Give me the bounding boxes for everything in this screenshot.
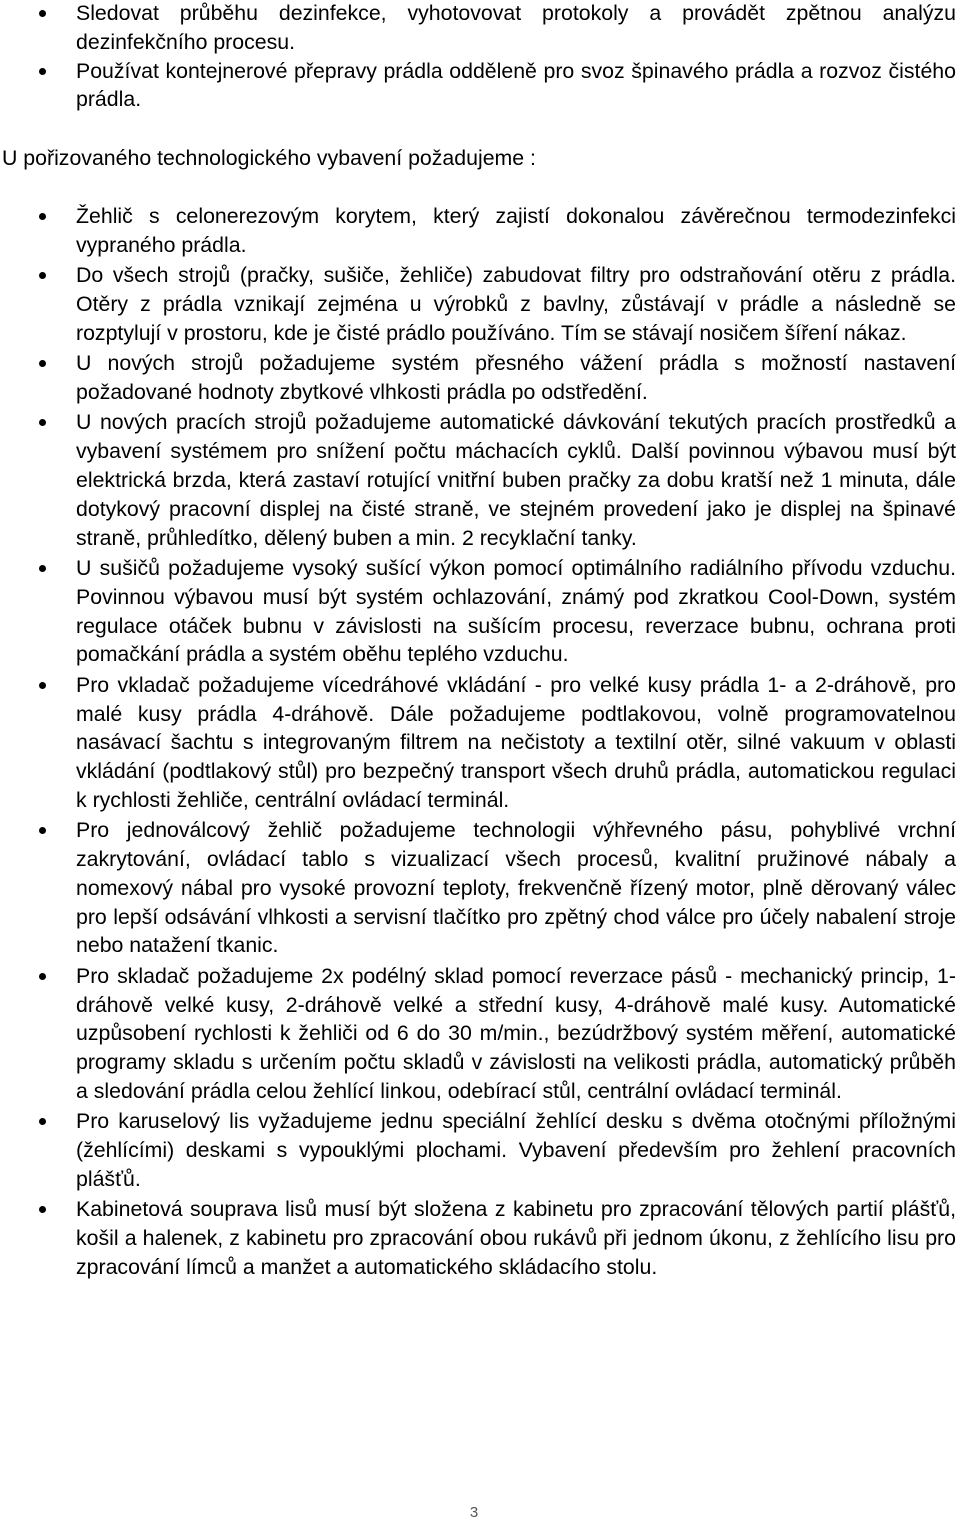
list-item-text: Kabinetová souprava lisů musí být složena z kabinetu pro zpracování tělových partií plášťů, košil a halenek, z kabinetu pro zpracování obou rukávů při jednom úkonu, z žehlícího lisu pro zpracování límců a manžet a automatického skládacího stolu. xyxy=(76,1197,956,1280)
list-item xyxy=(0,349,958,407)
list-item-text: U sušičů požadujeme vysoký sušící výkon pomocí optimálního radiálního přívodu vzduchu. Povinnou výbavou musí být systém ochlazování, známý pod zkratkou Cool-Down, systém regulace otáček bubnu v závislosti na sušícím procesu, reverzace bubnu, ochrana proti pomačkání prádla a systém oběhu teplého vzduchu. xyxy=(76,555,956,667)
bullet-icon xyxy=(39,565,46,572)
bullet-icon xyxy=(39,1118,46,1125)
list-item-text: Pro jednoválcový žehlič požadujeme technologii výhřevného pásu, pohyblivé vrchní zakrytování, ovládací tablo s vizualizací všech procesů, kvalitní pružinové nábaly a nomexový nábal pro vysoké provozní teploty, frekvenčně řízený motor, plně děrovaný válec pro lepší odsávání vlhkosti a servisní tlačítko pro zpětný chod válce pro účely nabalení stroje nebo natažení tkanic. xyxy=(76,818,956,958)
list-item xyxy=(0,57,958,115)
bullet-icon xyxy=(39,1206,46,1213)
list-item-text: Pro vkladač požadujeme vícedráhové vkládání - pro velké kusy prádla 1- a 2-dráhově, pro malé kusy prádla 4-dráhově. Dále požadujeme podtlakovou, volně programovatelnou nasávací šachtu s integrovaným filtrem na nečistoty a textilní otěr, silné vakuum v oblasti vkládání (podtlakový stůl) pro bezpečný transport všech druhů prádla, automatickou regulaci k rychlosti žehliče, centrální ovládací terminál. xyxy=(76,672,956,812)
list-item xyxy=(0,202,958,260)
bullet-icon xyxy=(39,973,46,980)
list-item xyxy=(0,554,958,669)
list-item xyxy=(0,0,958,57)
page-number: 3 xyxy=(469,1504,479,1521)
list-item-text: Žehlič s celonerezovým korytem, který zajistí dokonalou závěrečnou termodezinfekci vypraného prádla. xyxy=(76,204,956,257)
list-item xyxy=(0,816,958,960)
bullet-icon xyxy=(39,272,46,279)
list-item-text: Pro karuselový lis vyžadujeme jednu speciální žehlící desku s dvěma otočnými příložnými (žehlícími) deskami s vypouklými plochami. Vybavení především pro žehlení pracovních plášťů. xyxy=(76,1109,956,1192)
list-item-text: U nových pracích strojů požadujeme automatické dávkování tekutých pracích prostředků a vybavení systémem pro snížení počtu máchacích cyklů. Další povinnou výbavou musí být elektrická brzda, která zastaví rotující vnitřní buben pračky za dobu kratší než 1 minuta, dále dotykový pracovní displej na čisté straně, ve stejném provedení jako je displej na špinavé straně, průhledítko, dělený buben a min. 2 recyklační tanky. xyxy=(76,410,956,550)
list-item-text: Používat kontejnerové přepravy prádla odděleně pro svoz špinavého prádla a rozvoz čistého prádla. xyxy=(76,58,956,112)
bullet-icon xyxy=(39,360,46,367)
list-item xyxy=(0,408,958,552)
bullet-icon xyxy=(39,213,46,220)
list-item-text: U nových strojů požadujeme systém přesného vážení prádla s možností nastavení požadované hodnoty zbytkové vlhkosti prádla po odstředění. xyxy=(76,351,956,404)
list-item-text: Pro skladač požadujeme 2x podélný sklad pomocí reverzace pásů - mechanický princip, 1-dráhově velké kusy, 2-dráhově velké a střední kusy, 4-dráhově malé kusy. Automatické uzpůsobení rychlosti k žehliči od 6 do 30 m/min., bezúdržbový systém měření, automatické programy skladu s určením počtu skladů v závislosti na velikosti prádla, automatický průběh a sledování prádla celou žehlící linkou, odebírací stůl, centrální ovládací terminál. xyxy=(76,963,956,1104)
list-item xyxy=(0,962,958,1106)
list-item-text: Do všech strojů (pračky, sušiče, žehliče) zabudovat filtry pro odstraňování otěru z prádla. Otěry z prádla vznikají zejména u výrobků z bavlny, zůstávají v prádle a následně se rozptylují v prostoru, kde je čisté prádlo používáno. Tím se stávají nosičem šíření nákaz. xyxy=(76,263,956,345)
bullet-icon xyxy=(39,68,46,75)
bullet-icon xyxy=(39,10,46,17)
bullet-icon xyxy=(39,682,46,689)
list-item-text: Sledovat průběhu dezinfekce, vyhotovovat protokoly a provádět zpětnou analýzu dezinfekčního procesu. xyxy=(76,1,956,54)
bullet-list-main xyxy=(0,202,958,1282)
bullet-icon xyxy=(39,419,46,426)
list-item xyxy=(0,1107,958,1193)
intro-paragraph: U pořizovaného technologického vybavení požadujeme : xyxy=(2,146,536,170)
list-item xyxy=(0,1195,958,1281)
bullet-icon xyxy=(39,827,46,834)
list-item xyxy=(0,261,958,347)
bullet-list-top xyxy=(0,0,958,114)
list-item xyxy=(0,671,958,815)
